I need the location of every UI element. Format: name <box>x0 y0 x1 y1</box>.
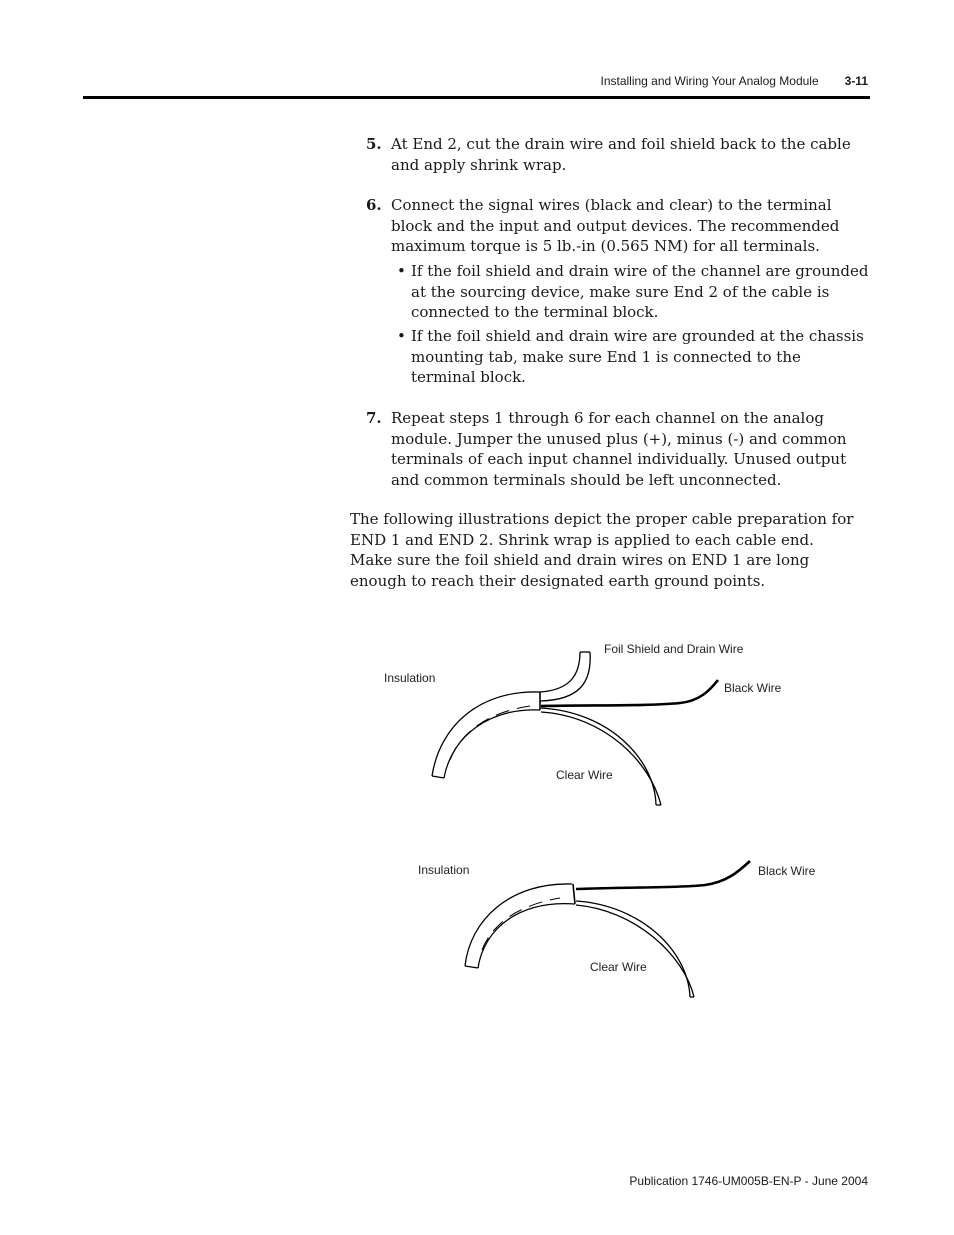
foil-shield-label: Foil Shield and Drain Wire <box>604 642 744 656</box>
bullet-symbol: • <box>397 327 406 345</box>
step-text: Repeat steps 1 through 6 for each channel on the analog module. Jumper the unused plus (+), minus (-) and common terminals of each input channel individually. Unused output and common terminals should be left unconnected. <box>391 409 847 489</box>
bullet-text: If the foil shield and drain wire of the channel are grounded at the sourcing device, make sure End 2 of the cable is connected to the terminal block. <box>411 262 869 321</box>
insulation-label: Insulation <box>384 671 436 685</box>
insulation-label: Insulation <box>418 863 470 877</box>
step-number: 5. <box>366 135 382 153</box>
publication-footer: Publication 1746-UM005B-EN-P - June 2004 <box>629 1174 868 1188</box>
step-number: 7. <box>366 409 382 427</box>
intro-paragraph: The following illustrations depict the proper cable preparation for END 1 and END 2. Shrink wrap is applied to each cable end. Make sure the foil shield and drain wires on END 1 are long enough to reach their designated earth ground points. <box>350 510 854 590</box>
end-1-cable-drawing <box>432 652 718 805</box>
end-2-cable-drawing <box>465 861 750 997</box>
bullet-text: If the foil shield and drain wire are grounded at the chassis mounting tab, make sure End 1 is connected to the terminal block. <box>411 327 864 386</box>
step-text: At End 2, cut the drain wire and foil shield back to the cable and apply shrink wrap. <box>391 135 851 174</box>
step-number: 6. <box>366 196 382 214</box>
step-text: Connect the signal wires (black and clear) to the terminal block and the input and output devices. The recommended maximum torque is 5 lb.-in (0.565 NM) for all terminals. <box>391 196 840 255</box>
clear-wire-label: Clear Wire <box>556 768 613 782</box>
page-number: 3-11 <box>844 74 868 88</box>
header-title: Installing and Wiring Your Analog Module <box>600 74 819 88</box>
black-wire-label: Black Wire <box>758 864 816 878</box>
clear-wire-label: Clear Wire <box>590 960 647 974</box>
bullet-symbol: • <box>397 262 406 280</box>
black-wire-label: Black Wire <box>724 681 782 695</box>
